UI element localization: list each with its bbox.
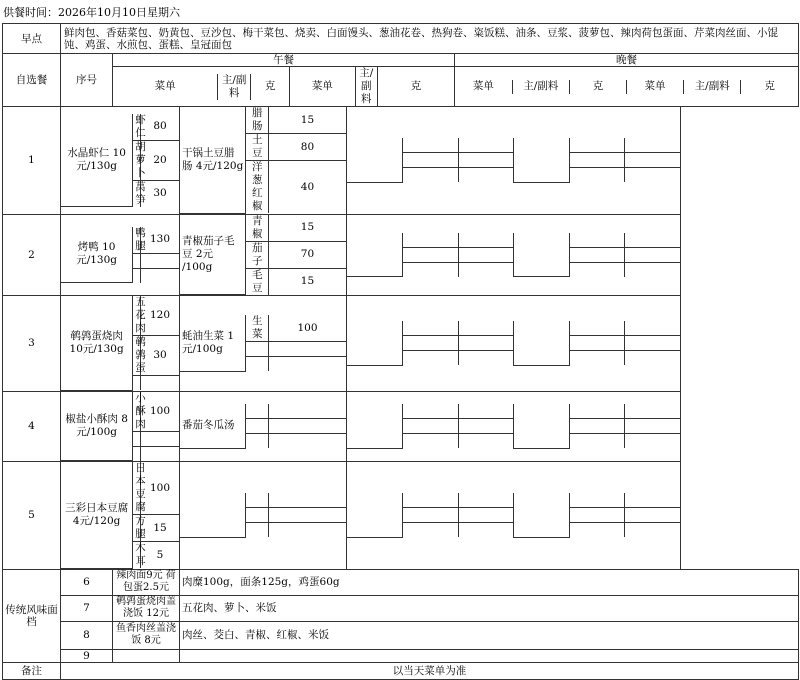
column-header-row xyxy=(3,67,799,107)
dinner-gram xyxy=(458,419,514,434)
remark-text: 以当天菜单为准 xyxy=(61,662,799,679)
ingredient-gram xyxy=(141,268,180,283)
dinner-gram xyxy=(458,508,514,523)
item-no: 3 xyxy=(3,296,61,392)
dinner-ingredient xyxy=(569,508,625,523)
meal-header-row xyxy=(3,54,799,67)
trad-no: 6 xyxy=(61,569,113,595)
dish-name xyxy=(180,493,246,537)
ingredient-name: 胡萝卜 xyxy=(133,140,141,180)
ingredient-name: 木耳 xyxy=(133,542,141,569)
self-select-row xyxy=(3,214,799,296)
dinner-gram xyxy=(458,262,514,277)
remark-label: 备注 xyxy=(3,662,61,679)
self-select-row xyxy=(3,462,799,570)
supply-time: 供餐时间：2026年10月10日星期六 xyxy=(3,6,180,19)
dish-name: 三彩日本豆腐 4元/120g xyxy=(61,462,133,568)
lunch-b-cell xyxy=(180,391,347,462)
ingredient-gram: 70 xyxy=(268,241,346,268)
dinner-gram xyxy=(458,233,514,248)
dish-name: 烤鸭 10元/130g xyxy=(61,227,133,283)
dinner-ingredient xyxy=(569,404,625,419)
ingredient-header: 主/副料 xyxy=(512,80,569,94)
dinner-gram xyxy=(625,419,681,434)
ingredient-gram xyxy=(268,404,346,419)
dinner-dish xyxy=(514,138,570,182)
gram-header: 克 xyxy=(741,80,798,94)
dinner-ingredient xyxy=(403,233,459,248)
ingredient-header: 主/副料 xyxy=(684,80,741,94)
gram-header: 克 xyxy=(377,67,454,106)
ingredient-name xyxy=(133,268,141,283)
ingredient-gram: 15 xyxy=(268,268,346,295)
ingredient-name xyxy=(246,419,269,434)
trad-ingredients xyxy=(180,649,799,662)
trad-ingredients: 五花肉、萝卜、米饭 xyxy=(180,595,799,621)
dinner-ingredient xyxy=(569,262,625,277)
dinner-cell xyxy=(347,462,681,570)
ingredient-gram xyxy=(141,446,180,461)
ingredient-gram: 100 xyxy=(141,392,180,432)
dish-header: 菜单 xyxy=(455,80,512,94)
dish-header: 菜单 xyxy=(290,67,355,106)
ingredient-gram: 15 xyxy=(268,215,346,242)
lunch-header: 午餐 xyxy=(113,54,455,67)
dish-name: 鹌鹑蛋烧肉 10元/130g xyxy=(61,296,133,390)
ingredient-gram: 5 xyxy=(141,542,180,569)
trad-ingredients: 肉糜100g，面条125g，鸡蛋60g xyxy=(180,569,799,595)
lunch-a-cell xyxy=(61,296,180,392)
dinner-gram xyxy=(625,138,681,153)
lunch-a-header xyxy=(113,67,290,107)
dinner-ingredient xyxy=(569,168,625,183)
dinner-gram xyxy=(625,404,681,419)
dinner-ingredient xyxy=(569,138,625,153)
ingredient-gram: 80 xyxy=(141,114,180,141)
trad-dish: 鱼香肉丝盖浇饭 8元 xyxy=(113,621,180,649)
dinner-ingredient xyxy=(569,247,625,262)
dinner-gram xyxy=(625,247,681,262)
dinner-ingredient xyxy=(403,434,459,449)
ingredient-gram xyxy=(268,419,346,434)
ingredient-name: 生菜 xyxy=(246,315,269,342)
dinner-gram xyxy=(458,523,514,538)
dish-name: 番茄冬瓜汤 xyxy=(180,404,246,448)
dinner-gram xyxy=(625,523,681,538)
ingredient-name xyxy=(246,434,269,449)
ingredient-gram xyxy=(141,253,180,268)
dinner-ingredient xyxy=(403,247,459,262)
ingredient-gram: 30 xyxy=(141,336,180,376)
dinner-cell xyxy=(347,296,681,392)
lunch-b-cell xyxy=(180,462,347,570)
item-no: 1 xyxy=(3,107,61,215)
ingredient-name: 日本豆腐 xyxy=(133,462,141,515)
trad-dish: 辣肉面9元 荷包蛋2.5元 xyxy=(113,569,180,595)
dinner-ingredient xyxy=(403,168,459,183)
dinner-ingredient xyxy=(569,336,625,351)
ingredient-name xyxy=(133,446,141,461)
ingredient-gram xyxy=(268,357,346,372)
dinner-gram xyxy=(458,351,514,366)
ingredient-name xyxy=(133,253,141,268)
self-select-label: 自选餐 xyxy=(3,54,61,107)
dinner-ingredient xyxy=(569,321,625,336)
ingredient-name: 茄子 xyxy=(246,241,269,268)
ingredient-gram: 15 xyxy=(268,107,346,134)
trad-no: 9 xyxy=(61,649,113,662)
dinner-ingredient xyxy=(403,404,459,419)
ingredient-name: 小酥肉 xyxy=(133,392,141,432)
item-no: 2 xyxy=(3,214,61,296)
dinner-gram xyxy=(458,493,514,508)
dinner-dish xyxy=(514,233,570,277)
ingredient-name xyxy=(246,523,269,538)
trad-dish: 鹌鹑蛋烧肉盖浇饭 12元 xyxy=(113,595,180,621)
ingredient-gram: 15 xyxy=(141,515,180,542)
dinner-gram xyxy=(625,336,681,351)
ingredient-gram xyxy=(268,342,346,357)
dish-name: 干锅土豆腊肠 4元/120g xyxy=(180,107,246,213)
dinner-dish xyxy=(347,138,403,182)
dinner-dish xyxy=(347,233,403,277)
trad-no: 7 xyxy=(61,595,113,621)
ingredient-name: 洋葱红椒 xyxy=(246,161,269,214)
ingredient-gram xyxy=(141,431,180,446)
ingredient-name xyxy=(246,342,269,357)
ingredient-name xyxy=(133,431,141,446)
ingredient-gram xyxy=(268,434,346,449)
dinner-ingredient xyxy=(403,523,459,538)
dinner-gram xyxy=(458,168,514,183)
ingredient-name: 土豆 xyxy=(246,134,269,161)
dish-header: 菜单 xyxy=(113,74,218,100)
dinner-gram xyxy=(458,404,514,419)
dinner-dish xyxy=(514,404,570,448)
dinner-ingredient xyxy=(569,351,625,366)
ingredient-name xyxy=(246,404,269,419)
ingredient-name: 鸭腿 xyxy=(133,227,141,254)
dinner-gram xyxy=(458,321,514,336)
ingredient-gram xyxy=(268,493,346,508)
ingredient-name: 方腿 xyxy=(133,515,141,542)
dinner-ingredient xyxy=(403,508,459,523)
ingredient-name xyxy=(246,493,269,508)
trad-row xyxy=(3,621,799,649)
ingredient-name xyxy=(246,508,269,523)
seq-header: 序号 xyxy=(61,54,113,107)
lunch-b-cell xyxy=(180,107,347,215)
ingredient-name: 青椒 xyxy=(246,215,269,242)
dish-header: 菜单 xyxy=(626,80,683,94)
dinner-ingredient xyxy=(403,336,459,351)
dinner-gram xyxy=(458,434,514,449)
lunch-a-cell xyxy=(61,462,180,570)
dinner-dish xyxy=(514,493,570,537)
remark-row xyxy=(3,662,799,679)
ingredient-gram: 30 xyxy=(141,180,180,207)
dinner-gram xyxy=(625,508,681,523)
lunch-a-cell xyxy=(61,214,180,296)
dinner-gram xyxy=(458,247,514,262)
ingredient-name xyxy=(133,376,141,391)
dinner-cell xyxy=(347,391,681,462)
lunch-a-cell xyxy=(61,107,180,215)
ingredient-name: 鹌鹑蛋 xyxy=(133,336,141,376)
dinner-gram xyxy=(625,168,681,183)
self-select-row xyxy=(3,107,799,215)
ingredient-header: 主/副料 xyxy=(218,74,251,100)
dinner-ingredient xyxy=(403,321,459,336)
ingredient-gram xyxy=(268,523,346,538)
ingredient-gram: 80 xyxy=(268,134,346,161)
trad-dish xyxy=(113,649,180,662)
ingredient-name: 毛豆 xyxy=(246,268,269,295)
trad-ingredients: 肉丝、茭白、青椒、红椒、米饭 xyxy=(180,621,799,649)
dinner-gram xyxy=(625,233,681,248)
dinner-gram xyxy=(625,434,681,449)
dinner-cell xyxy=(347,214,681,296)
dinner-gram xyxy=(625,321,681,336)
ingredient-gram: 40 xyxy=(268,161,346,214)
dinner-gram xyxy=(458,138,514,153)
dish-name: 椒盐小酥肉 8元/100g xyxy=(61,392,133,461)
dinner-dish xyxy=(514,321,570,365)
dinner-gram xyxy=(625,351,681,366)
dinner-gram xyxy=(458,336,514,351)
ingredient-header: 主/副料 xyxy=(355,67,377,106)
lunch-a-cell xyxy=(61,391,180,462)
ingredient-name: 腊肠 xyxy=(246,107,269,134)
ingredient-gram: 20 xyxy=(141,140,180,180)
dinner-cell xyxy=(347,107,681,215)
dinner-ingredient xyxy=(569,434,625,449)
dinner-ingredient xyxy=(403,419,459,434)
ingredient-gram: 100 xyxy=(268,315,346,342)
dinner-ingredient xyxy=(569,493,625,508)
dinner-dish xyxy=(347,493,403,537)
ingredient-name: 虾仁 xyxy=(133,114,141,141)
dinner-dish xyxy=(347,321,403,365)
ingredient-name xyxy=(246,357,269,372)
item-no: 5 xyxy=(3,462,61,570)
dinner-dish xyxy=(347,404,403,448)
ingredient-gram: 100 xyxy=(141,462,180,515)
breakfast-label: 早点 xyxy=(3,24,61,54)
dinner-gram xyxy=(625,153,681,168)
dinner-header: 晚餐 xyxy=(455,54,799,67)
dinner-ingredient xyxy=(403,138,459,153)
ingredient-name: 五花肉 xyxy=(133,296,141,336)
dinner-ingredient xyxy=(569,153,625,168)
dinner-ingredient xyxy=(403,493,459,508)
gram-header: 克 xyxy=(251,74,290,100)
dish-name: 水晶虾仁 10元/130g xyxy=(61,114,133,207)
trad-row xyxy=(3,569,799,595)
dinner-gram xyxy=(625,493,681,508)
trad-row xyxy=(3,595,799,621)
lunch-b-header xyxy=(290,67,455,107)
dinner-ingredient xyxy=(569,233,625,248)
ingredient-gram xyxy=(141,376,180,391)
trad-no: 8 xyxy=(61,621,113,649)
breakfast-row xyxy=(3,24,799,54)
lunch-b-cell xyxy=(180,296,347,392)
dinner-gram xyxy=(458,153,514,168)
item-no: 4 xyxy=(3,391,61,462)
traditional-label: 传统风味面档 xyxy=(3,569,61,662)
breakfast-items: 鲜肉包、香菇菜包、奶黄包、豆沙包、梅干菜包、烧卖、白面馒头、葱油花卷、热狗卷、粢饭糕、油条、豆浆、菠萝包、辣肉荷包蛋面、芹菜肉丝面、小馄饨、鸡蛋、水煎包、蛋糕、皇冠面包 xyxy=(61,24,799,54)
dish-name: 蚝油生菜 1元/100g xyxy=(180,315,246,371)
lunch-b-cell xyxy=(180,214,347,296)
dish-name: 青椒茄子毛豆 2元 /100g xyxy=(180,215,246,295)
ingredient-gram xyxy=(268,508,346,523)
ingredient-name: 莴笋 xyxy=(133,180,141,207)
dinner-ingredient xyxy=(403,262,459,277)
dinner-gram xyxy=(625,262,681,277)
menu-table xyxy=(2,23,799,680)
ingredient-gram: 130 xyxy=(141,227,180,254)
dinner-ingredient xyxy=(569,419,625,434)
dinner-ingredient xyxy=(403,153,459,168)
gram-header: 克 xyxy=(569,80,626,94)
trad-row xyxy=(3,649,799,662)
dinner-header-cols xyxy=(455,67,799,107)
self-select-row xyxy=(3,296,799,392)
ingredient-gram: 120 xyxy=(141,296,180,336)
dinner-ingredient xyxy=(403,351,459,366)
self-select-row xyxy=(3,391,799,462)
dinner-ingredient xyxy=(569,523,625,538)
